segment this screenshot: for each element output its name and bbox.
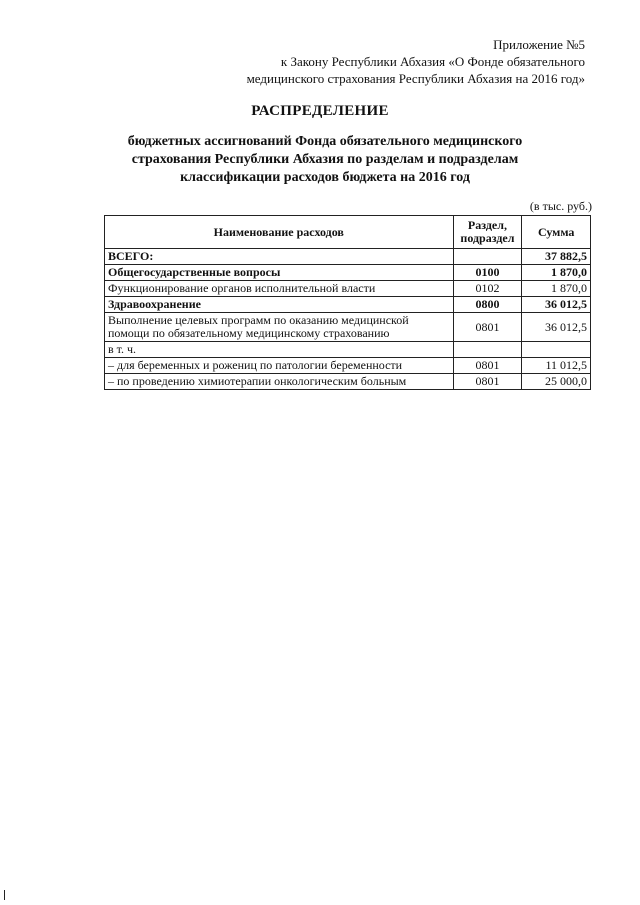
header-code-line-2: подраздел (460, 231, 515, 245)
table-row-pregnancy (105, 358, 591, 374)
subtitle-line-2: страхования Республики Абхазия по разделам и подразделам (131, 152, 519, 167)
table-row-general-issues (105, 265, 591, 281)
document-title: РАСПРЕДЕЛЕНИЕ (251, 103, 389, 119)
row-name: Функционирование органов исполнительной власти (105, 281, 454, 297)
header-name: Наименование расходов (105, 216, 454, 249)
table-row-chemotherapy (105, 374, 591, 390)
row-code (453, 249, 522, 265)
appendix-law-reference: к Закону Республики Абхазия «О Фонде обязательного (280, 54, 585, 69)
row-sum: 36 012,5 (522, 313, 591, 342)
appendix-law-reference-cont: медицинского страхования Республики Абхазия на 2016 год» (246, 71, 585, 86)
appendix-header (165, 36, 585, 87)
row-name: Здравоохранение (105, 297, 454, 313)
budget-table (104, 215, 591, 390)
row-code (453, 342, 522, 358)
row-sum (522, 342, 591, 358)
table-row-total (105, 249, 591, 265)
document-subtitle (110, 133, 540, 187)
row-code: 0102 (453, 281, 522, 297)
table-row-target-programs (105, 313, 591, 342)
row-sum: 36 012,5 (522, 297, 591, 313)
row-sum: 11 012,5 (522, 358, 591, 374)
header-code (453, 216, 522, 249)
row-code: 0801 (453, 374, 522, 390)
table-header-row (105, 216, 591, 249)
subtitle-line-1: бюджетных ассигнований Фонда обязательного медицинского (127, 134, 523, 149)
table-row-healthcare (105, 297, 591, 313)
row-name-line-2: помощи по обязательному медицинскому страхованию (108, 326, 390, 340)
row-code: 0100 (453, 265, 522, 281)
header-sum: Сумма (522, 216, 591, 249)
subtitle-line-3: классификации расходов бюджета на 2016 год (180, 170, 470, 185)
row-sum: 25 000,0 (522, 374, 591, 390)
row-name-line-1: Выполнение целевых программ по оказанию медицинской (108, 313, 409, 327)
row-code: 0800 (453, 297, 522, 313)
row-name (105, 313, 454, 342)
row-name: в т. ч. (105, 342, 454, 358)
row-name: ВСЕГО: (105, 249, 454, 265)
header-code-line-1: Раздел, (467, 218, 507, 232)
row-name: Общегосударственные вопросы (105, 265, 454, 281)
row-sum: 1 870,0 (522, 265, 591, 281)
table-row-including (105, 342, 591, 358)
row-name: – по проведению химиотерапии онкологическим больным (105, 374, 454, 390)
table-row-executive-bodies (105, 281, 591, 297)
row-code: 0801 (453, 313, 522, 342)
row-name: – для беременных и рожениц по патологии беременности (105, 358, 454, 374)
row-code: 0801 (453, 358, 522, 374)
unit-note: (в тыс. руб.) (529, 199, 592, 213)
scan-edge-mark (4, 890, 5, 900)
appendix-number: Приложение №5 (493, 37, 585, 52)
row-sum: 1 870,0 (522, 281, 591, 297)
row-sum: 37 882,5 (522, 249, 591, 265)
